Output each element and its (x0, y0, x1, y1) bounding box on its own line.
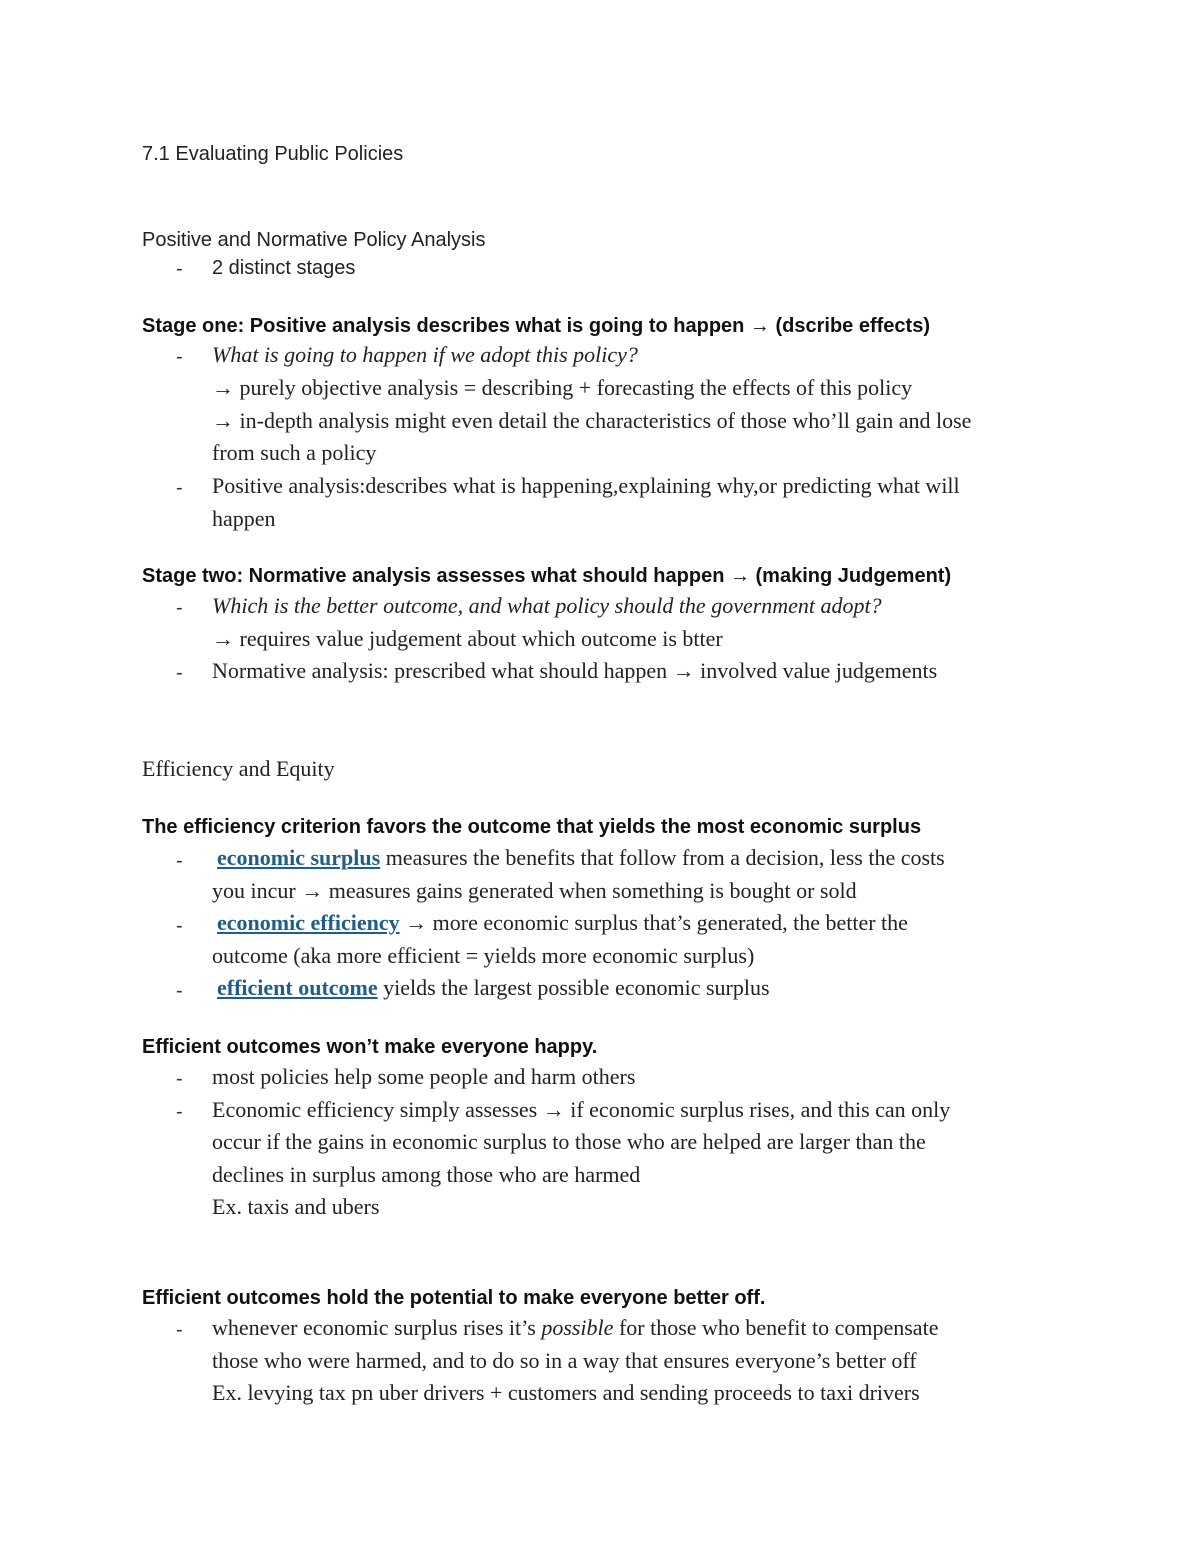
not-happy-heading: Efficient outcomes won’t make everyone happy. (142, 1036, 598, 1058)
stage-two-heading: Stage two: Normative analysis assesses what should happen → (making Judgement) (142, 565, 952, 587)
stage-one-positive-definition: Positive analysis:describes what is happening,explaining why,or predicting what will (212, 473, 960, 498)
bullet-dash: - (176, 258, 183, 280)
better-off-heading: Efficient outcomes hold the potential to make everyone better off. (142, 1287, 766, 1309)
economic-efficiency-term: economic efficiency (217, 910, 400, 935)
bullet-dash: - (176, 597, 183, 619)
bullet-dash: - (176, 915, 183, 937)
stage-two-question: Which is the better outcome, and what policy should the government adopt? (212, 593, 882, 618)
better-off-cont: those who were harmed, and to do so in a way that ensures everyone’s better off (212, 1348, 917, 1373)
not-happy-example: Ex. taxis and ubers (212, 1194, 380, 1219)
not-happy-bullet-efficiency: Economic efficiency simply assesses → if economic surplus rises, and this can only (212, 1097, 951, 1122)
section-heading-efficiency-equity: Efficiency and Equity (142, 756, 335, 781)
bullet-dash: - (176, 662, 183, 684)
economic-surplus-cont: you incur → measures gains generated when something is bought or sold (212, 878, 857, 903)
not-happy-bullet-efficiency-cont1: occur if the gains in economic surplus to those who are helped are larger than the (212, 1129, 926, 1154)
better-off-text-post: for those who benefit to compensate (613, 1315, 939, 1340)
bullet-dash: - (176, 980, 183, 1002)
better-off-text-italic: possible (541, 1315, 614, 1340)
economic-surplus-term: economic surplus (217, 845, 381, 870)
better-off-example: Ex. levying tax pn uber drivers + customers and sending proceeds to taxi drivers (212, 1380, 920, 1405)
bullet-dash: - (176, 1101, 183, 1123)
bullet-dash: - (176, 346, 183, 368)
stage-one-line-objective: → purely objective analysis = describing + forecasting the effects of this policy (212, 375, 913, 400)
economic-surplus-item (217, 847, 945, 869)
stage-two-line-value-judgement: → requires value judgement about which outcome is btter (212, 626, 723, 651)
bullet-dash: - (176, 1319, 183, 1341)
stage-one-heading: Stage one: Positive analysis describes what is going to happen → (dscribe effects) (142, 315, 930, 337)
efficient-outcome-term: efficient outcome (217, 975, 378, 1000)
bullet-dash: - (176, 850, 183, 872)
bullet-distinct-stages: 2 distinct stages (212, 257, 356, 279)
better-off-text-pre: whenever economic surplus rises it’s (212, 1315, 542, 1340)
economic-efficiency-item (217, 912, 908, 934)
bullet-dash: - (176, 477, 183, 499)
stage-one-line-in-depth: → in-depth analysis might even detail the characteristics of those who’ll gain and lose (212, 408, 972, 433)
stage-one-question: What is going to happen if we adopt this policy? (212, 342, 638, 367)
economic-surplus-text: measures the benefits that follow from a decision, less the costs (380, 845, 945, 870)
better-off-bullet (212, 1317, 938, 1339)
efficient-outcome-text: yields the largest possible economic surplus (377, 975, 770, 1000)
efficient-outcome-item (217, 977, 770, 999)
not-happy-bullet-policies: most policies help some people and harm others (212, 1064, 636, 1089)
stage-one-line-policy: from such a policy (212, 440, 377, 465)
stage-one-positive-definition-cont: happen (212, 506, 276, 531)
page-title: 7.1 Evaluating Public Policies (142, 143, 404, 165)
efficiency-criterion-heading: The efficiency criterion favors the outcome that yields the most economic surplus (142, 816, 922, 838)
economic-efficiency-cont: outcome (aka more efficient = yields more economic surplus) (212, 943, 755, 968)
bullet-dash: - (176, 1068, 183, 1090)
stage-two-normative-definition: Normative analysis: prescribed what should happen → involved value judgements (212, 658, 938, 683)
not-happy-bullet-efficiency-cont2: declines in surplus among those who are harmed (212, 1162, 641, 1187)
economic-efficiency-text: → more economic surplus that’s generated, the better the (399, 910, 908, 935)
section-heading-positive-normative: Positive and Normative Policy Analysis (142, 229, 486, 251)
